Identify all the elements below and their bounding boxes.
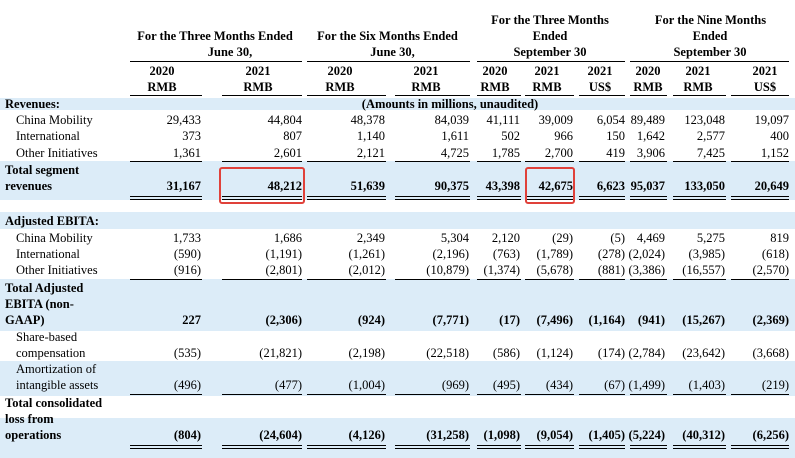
table-cell: (2,784) xyxy=(628,346,665,360)
subtotal-rule xyxy=(579,279,625,280)
row-label: International xyxy=(16,129,80,143)
total-double-rule xyxy=(579,445,625,449)
subtotal-rule xyxy=(477,394,521,395)
table-cell: (6,256) xyxy=(752,428,789,442)
table-cell: (9,054) xyxy=(536,428,573,442)
total-double-rule xyxy=(307,445,386,449)
table-cell: (17) xyxy=(499,313,520,327)
section-adjusted-ebita: Adjusted EBITA: xyxy=(5,214,99,228)
header-rule xyxy=(630,61,789,62)
column-rule xyxy=(731,95,789,96)
currency-header: RMB xyxy=(243,80,273,94)
table-cell: 89,489 xyxy=(630,113,665,127)
table-cell: (278) xyxy=(597,247,625,261)
total-double-rule xyxy=(525,445,574,449)
total-double-rule xyxy=(630,196,667,200)
table-cell: 6,054 xyxy=(596,113,625,127)
header-3m-sep-line3: September 30 xyxy=(513,45,587,59)
row-label: revenues xyxy=(5,179,52,193)
table-cell: (924) xyxy=(357,313,385,327)
subtotal-rule xyxy=(673,279,726,280)
table-cell: (5,678) xyxy=(536,263,573,277)
table-cell: 1,140 xyxy=(356,129,385,143)
table-cell: (535) xyxy=(173,346,201,360)
header-9m-line3: September 30 xyxy=(673,45,747,59)
year-header: 2020 xyxy=(635,64,661,78)
row-label: Total consolidated xyxy=(5,396,103,410)
subtotal-rule xyxy=(579,394,625,395)
subtotal-rule xyxy=(630,394,667,395)
table-cell: 1,152 xyxy=(760,146,789,160)
table-cell: 2,120 xyxy=(491,231,520,245)
table-cell: 44,804 xyxy=(267,113,302,127)
table-cell: (495) xyxy=(492,378,520,392)
table-cell: 19,097 xyxy=(754,113,789,127)
table-cell: 39,009 xyxy=(538,113,573,127)
row-label: Other Initiatives xyxy=(16,146,98,160)
total-double-rule xyxy=(673,196,726,200)
table-cell: (1,789) xyxy=(536,247,573,261)
row-label: Total segment xyxy=(5,163,80,177)
table-cell: 84,039 xyxy=(434,113,469,127)
total-double-rule xyxy=(222,445,302,449)
header-9m-line1: For the Nine Months xyxy=(654,13,767,27)
table-cell: (7,496) xyxy=(536,313,573,327)
currency-header: RMB xyxy=(683,80,713,94)
table-cell: (174) xyxy=(597,346,625,360)
table-cell: (4,126) xyxy=(348,428,385,442)
year-header: 2021 xyxy=(752,64,778,78)
table-cell: (2,024) xyxy=(628,247,665,261)
currency-header: US$ xyxy=(753,80,777,94)
column-rule xyxy=(307,95,386,96)
column-rule xyxy=(525,95,574,96)
subtotal-rule xyxy=(222,394,302,395)
subtotal-rule xyxy=(307,394,386,395)
header-6m-line1: For the Six Months Ended xyxy=(317,29,458,43)
row-label: compensation xyxy=(16,346,86,360)
table-cell: 123,048 xyxy=(684,113,725,127)
table-cell: 819 xyxy=(770,231,789,245)
table-cell: (1,124) xyxy=(536,346,573,360)
table-cell: 419 xyxy=(606,146,625,160)
table-cell: (881) xyxy=(597,263,625,277)
header-rule xyxy=(477,61,625,62)
column-rule xyxy=(630,95,667,96)
total-double-rule xyxy=(395,445,470,449)
row-label: Total Adjusted xyxy=(5,281,84,295)
column-rule xyxy=(130,95,202,96)
currency-header: RMB xyxy=(480,80,510,94)
subtotal-rule xyxy=(307,161,386,162)
row-label: China Mobility xyxy=(16,231,93,245)
table-cell: (7,771) xyxy=(432,313,469,327)
amounts-note: (Amounts in millions, unaudited) xyxy=(361,97,539,111)
row-band xyxy=(0,212,795,229)
table-cell: 502 xyxy=(501,129,520,143)
table-cell: (1,004) xyxy=(348,378,385,392)
row-label: International xyxy=(16,247,80,261)
table-cell: (1,499) xyxy=(628,378,665,392)
total-double-rule xyxy=(731,445,789,449)
header-3m-jun-line1: For the Three Months Ended xyxy=(137,29,293,43)
column-rule xyxy=(395,95,470,96)
header-rule xyxy=(307,61,470,62)
header-6m-line2: June 30, xyxy=(370,45,415,59)
subtotal-rule xyxy=(395,279,470,280)
table-cell: (2,196) xyxy=(432,247,469,261)
section-revenues: Revenues: xyxy=(5,97,60,111)
table-cell: 43,398 xyxy=(485,179,520,193)
table-cell: 4,725 xyxy=(440,146,469,160)
table-cell: (15,267) xyxy=(682,313,725,327)
table-cell: 3,906 xyxy=(636,146,665,160)
highlight-box-2021-q3-total xyxy=(525,167,575,204)
subtotal-rule xyxy=(395,394,470,395)
row-label: Amortization of xyxy=(16,362,97,376)
subtotal-rule xyxy=(630,279,667,280)
year-header: 2021 xyxy=(534,64,560,78)
table-cell: 1,642 xyxy=(636,129,665,143)
table-cell: 150 xyxy=(606,129,625,143)
subtotal-rule xyxy=(673,394,726,395)
column-rule xyxy=(673,95,726,96)
table-cell: 4,469 xyxy=(636,231,665,245)
total-double-rule xyxy=(477,445,521,449)
table-cell: (5,224) xyxy=(628,428,665,442)
table-cell: 2,121 xyxy=(356,146,385,160)
subtotal-rule xyxy=(130,394,202,395)
subtotal-rule xyxy=(630,161,667,162)
table-cell: (1,098) xyxy=(483,428,520,442)
table-cell: 2,700 xyxy=(544,146,573,160)
subtotal-rule xyxy=(525,394,574,395)
subtotal-rule xyxy=(731,394,789,395)
subtotal-rule xyxy=(130,279,202,280)
table-cell: (586) xyxy=(492,346,520,360)
table-cell: 95,037 xyxy=(630,179,665,193)
table-cell: (67) xyxy=(604,378,625,392)
currency-header: US$ xyxy=(588,80,612,94)
subtotal-rule xyxy=(130,161,202,162)
table-cell: 29,433 xyxy=(166,113,201,127)
header-3m-sep-line1: For the Three Months xyxy=(491,13,609,27)
table-cell: (3,668) xyxy=(752,346,789,360)
table-cell: (2,012) xyxy=(348,263,385,277)
table-cell: (24,604) xyxy=(259,428,302,442)
table-cell: (1,191) xyxy=(265,247,302,261)
table-cell: 807 xyxy=(283,129,302,143)
row-label: loss from xyxy=(5,412,54,426)
year-header: 2021 xyxy=(685,64,711,78)
currency-header: RMB xyxy=(411,80,441,94)
table-cell: 2,601 xyxy=(273,146,302,160)
subtotal-rule xyxy=(525,161,574,162)
subtotal-rule xyxy=(579,161,625,162)
table-cell: 41,111 xyxy=(486,113,520,127)
table-cell: (40,312) xyxy=(682,428,725,442)
table-cell: 48,212 xyxy=(267,179,302,193)
row-label: intangible assets xyxy=(16,378,99,392)
table-cell: 400 xyxy=(770,129,789,143)
table-cell: (219) xyxy=(761,378,789,392)
table-cell: (16,557) xyxy=(682,263,725,277)
row-label: Share-based xyxy=(16,330,78,344)
table-cell: (477) xyxy=(274,378,302,392)
table-cell: (3,985) xyxy=(688,247,725,261)
row-label: Other Initiatives xyxy=(16,263,98,277)
subtotal-rule xyxy=(222,279,302,280)
table-cell: 90,375 xyxy=(434,179,469,193)
table-cell: (1,164) xyxy=(588,313,625,327)
row-label: GAAP) xyxy=(5,313,45,327)
table-cell: (1,403) xyxy=(688,378,725,392)
subtotal-rule xyxy=(307,279,386,280)
table-cell: (1,261) xyxy=(348,247,385,261)
table-cell: 6,623 xyxy=(596,179,625,193)
subtotal-rule xyxy=(395,161,470,162)
subtotal-rule xyxy=(222,161,302,162)
header-9m-line2: Ended xyxy=(692,29,728,43)
table-cell: (2,198) xyxy=(348,346,385,360)
subtotal-rule xyxy=(525,279,574,280)
row-label: China Mobility xyxy=(16,113,93,127)
subtotal-rule xyxy=(477,279,521,280)
highlight-box-2021-q2-total xyxy=(219,167,305,204)
currency-header: RMB xyxy=(532,80,562,94)
table-cell: 31,167 xyxy=(166,179,201,193)
total-double-rule xyxy=(477,196,521,200)
year-header: 2020 xyxy=(149,64,175,78)
table-cell: 133,050 xyxy=(684,179,725,193)
table-cell: 966 xyxy=(554,129,573,143)
table-cell: 5,304 xyxy=(440,231,469,245)
column-rule xyxy=(222,95,302,96)
table-cell: 2,349 xyxy=(356,231,385,245)
subtotal-rule xyxy=(477,161,521,162)
currency-header: RMB xyxy=(633,80,663,94)
table-cell: 48,378 xyxy=(350,113,385,127)
header-3m-sep-line2: Ended xyxy=(532,29,568,43)
column-rule xyxy=(477,95,521,96)
total-double-rule xyxy=(307,196,386,200)
total-double-rule xyxy=(130,445,202,449)
total-double-rule xyxy=(395,196,470,200)
table-cell: 1,611 xyxy=(441,129,469,143)
table-cell: (763) xyxy=(492,247,520,261)
currency-header: RMB xyxy=(147,80,177,94)
table-cell: (969) xyxy=(441,378,469,392)
table-cell: 20,649 xyxy=(754,179,789,193)
total-double-rule xyxy=(673,445,726,449)
table-cell: 1,361 xyxy=(172,146,201,160)
table-cell: (1,405) xyxy=(588,428,625,442)
table-cell: (5) xyxy=(610,231,625,245)
table-cell: (31,258) xyxy=(426,428,469,442)
table-cell: (2,369) xyxy=(752,313,789,327)
table-cell: (916) xyxy=(173,263,201,277)
table-cell: (496) xyxy=(173,378,201,392)
table-cell: 51,639 xyxy=(350,179,385,193)
subtotal-rule xyxy=(731,161,789,162)
table-cell: (434) xyxy=(545,378,573,392)
table-cell: (10,879) xyxy=(426,263,469,277)
table-cell: 1,785 xyxy=(491,146,520,160)
year-header: 2020 xyxy=(482,64,508,78)
column-rule xyxy=(579,95,625,96)
currency-header: RMB xyxy=(325,80,355,94)
table-cell: (22,518) xyxy=(426,346,469,360)
table-cell: (2,306) xyxy=(265,313,302,327)
header-3m-jun-line2: June 30, xyxy=(207,45,253,59)
table-cell: (2,570) xyxy=(752,263,789,277)
total-double-rule xyxy=(579,196,625,200)
table-cell: (2,801) xyxy=(265,263,302,277)
table-cell: 7,425 xyxy=(696,146,725,160)
subtotal-rule xyxy=(731,279,789,280)
table-cell: 373 xyxy=(182,129,201,143)
table-cell: (29) xyxy=(552,231,573,245)
year-header: 2020 xyxy=(327,64,353,78)
year-header: 2021 xyxy=(587,64,613,78)
total-double-rule xyxy=(731,196,789,200)
table-cell: 227 xyxy=(182,313,201,327)
subtotal-rule xyxy=(673,161,726,162)
year-header: 2021 xyxy=(413,64,439,78)
table-cell: 1,686 xyxy=(273,231,302,245)
table-cell: (21,821) xyxy=(259,346,302,360)
table-cell: (804) xyxy=(173,428,201,442)
header-rule xyxy=(130,61,302,62)
table-cell: (23,642) xyxy=(682,346,725,360)
table-cell: 5,275 xyxy=(696,231,725,245)
year-header: 2021 xyxy=(245,64,271,78)
table-cell: (941) xyxy=(637,313,665,327)
row-label: EBITA (non- xyxy=(5,297,74,311)
table-cell: 42,675 xyxy=(538,179,573,193)
total-double-rule xyxy=(130,196,202,200)
table-cell: (618) xyxy=(761,247,789,261)
row-label: operations xyxy=(5,428,62,442)
table-cell: 1,733 xyxy=(172,231,201,245)
table-cell: (3,386) xyxy=(628,263,665,277)
table-cell: (1,374) xyxy=(483,263,520,277)
table-cell: (590) xyxy=(173,247,201,261)
table-cell: 2,577 xyxy=(696,129,725,143)
total-double-rule xyxy=(630,445,667,449)
